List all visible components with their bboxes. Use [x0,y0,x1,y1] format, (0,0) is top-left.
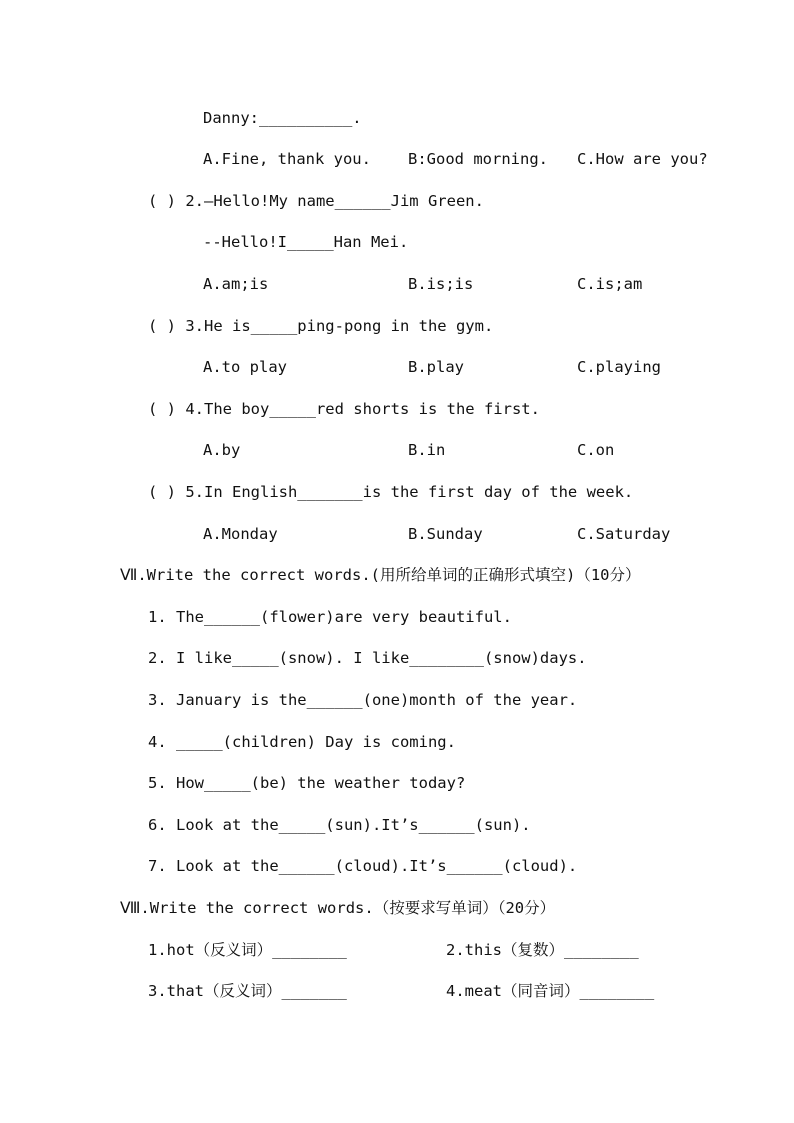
q3-option-c: C.playing [577,358,661,376]
section7-item-1: 1. The______(flower)are very beautiful. [148,608,512,626]
q3-option-a: A.to play [203,358,287,376]
q2-option-a: A.am;is [203,275,269,293]
q4-stem: ( ) 4.The boy_____red shorts is the first. [148,400,540,418]
section7-item-3: 3. January is the______(one)month of the year. [148,691,578,709]
q2-stem: ( ) 2.—Hello!My name______Jim Green. [148,192,484,210]
q5-stem: ( ) 5.In English_______is the first day of the week. [148,483,634,501]
section7-item-5: 5. How_____(be) the weather today? [148,774,466,792]
q2-option-c: C.is;am [577,275,643,293]
q1-option-b: B:Good morning. [408,150,548,168]
section8-item-3: 3.that（反义词）_______ [148,982,347,1000]
q4-option-c: C.on [577,441,615,459]
section7-item-6: 6. Look at the_____(sun).It’s______(sun). [148,816,531,834]
section7-item-2: 2. I like_____(snow). I like________(snow)days. [148,649,587,667]
section8-item-2: 2.this（复数）________ [446,941,639,959]
q4-option-a: A.by [203,441,241,459]
q1-option-c: C.How are you? [577,150,708,168]
q1-dialog-line: Danny:__________. [203,109,362,127]
section8-item-1: 1.hot（反义词）________ [148,941,347,959]
q2-option-b: B.is;is [408,275,474,293]
q5-option-c: C.Saturday [577,525,671,543]
section8-item-4: 4.meat（同音词）________ [446,982,655,1000]
q1-option-a: A.Fine, thank you. [203,150,371,168]
q5-option-a: A.Monday [203,525,278,543]
section8-heading: Ⅷ.Write the correct words.（按要求写单词）（20分） [120,899,556,917]
q3-option-b: B.play [408,358,464,376]
section7-item-4: 4. _____(children) Day is coming. [148,733,456,751]
q2-reply: --Hello!I_____Han Mei. [203,233,409,251]
q4-option-b: B.in [408,441,446,459]
section7-heading: Ⅶ.Write the correct words.(用所给单词的正确形式填空)（10分） [120,566,641,584]
q3-stem: ( ) 3.He is_____ping-pong in the gym. [148,317,494,335]
section7-item-7: 7. Look at the______(cloud).It’s______(cloud). [148,857,578,875]
q5-option-b: B.Sunday [408,525,483,543]
